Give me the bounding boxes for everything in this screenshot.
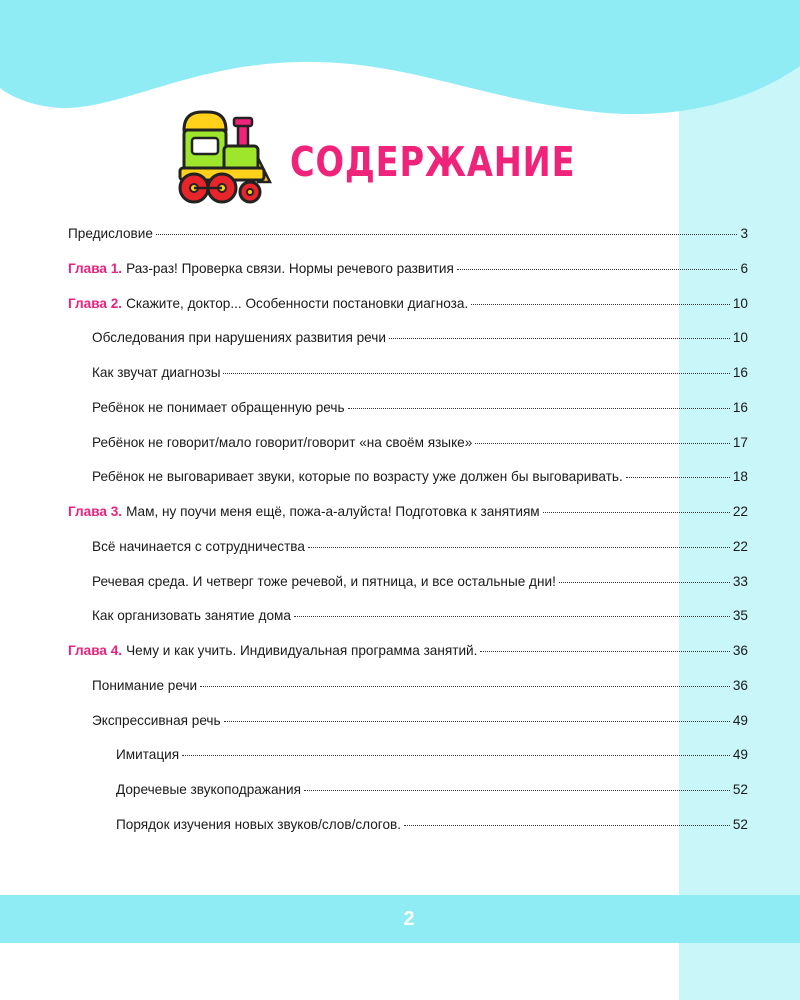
toc-entry-text: Чему и как учить. Индивидуальная программа занятий. bbox=[126, 643, 478, 658]
top-wave-decoration bbox=[0, 0, 800, 125]
table-of-contents bbox=[68, 226, 748, 852]
toc-page-number: 36 bbox=[732, 643, 748, 658]
toc-dot-leader bbox=[480, 651, 729, 652]
toc-section-entry bbox=[68, 747, 748, 782]
toc-page-number: 22 bbox=[732, 504, 748, 519]
toc-dot-leader bbox=[223, 373, 729, 374]
toc-entry-label bbox=[92, 365, 220, 380]
page-title: СОДЕРЖАНИЕ bbox=[290, 138, 576, 186]
toc-dot-leader bbox=[404, 825, 730, 826]
toc-page-number: 52 bbox=[732, 816, 748, 832]
toc-dot-leader bbox=[156, 234, 738, 235]
toc-entry-label bbox=[68, 643, 477, 658]
toc-entry-label bbox=[92, 435, 472, 450]
toc-page-number: 49 bbox=[732, 747, 748, 763]
toc-section-entry bbox=[68, 435, 748, 470]
toc-section-entry bbox=[68, 330, 748, 365]
toc-section-entry bbox=[68, 400, 748, 435]
toc-entry-text: Имитация bbox=[116, 747, 180, 763]
toc-dot-leader bbox=[471, 304, 730, 305]
toc-entry-text: Экспрессивная речь bbox=[92, 712, 221, 728]
toc-entry-text: Всё начинается с сотрудничества bbox=[92, 538, 305, 554]
page-number: 2 bbox=[403, 908, 415, 930]
toc-section-entry bbox=[68, 713, 748, 748]
toc-entry-text: Обследования при нарушениях развития речи bbox=[92, 330, 386, 346]
toc-page-number: 6 bbox=[740, 260, 748, 276]
toc-page-number: 10 bbox=[732, 330, 748, 346]
toc-entry-label bbox=[92, 678, 197, 693]
toc-chapter-entry bbox=[68, 296, 748, 331]
toc-dot-leader bbox=[308, 547, 730, 548]
toc-section-entry bbox=[68, 539, 748, 574]
toc-chapter-entry bbox=[68, 226, 748, 261]
toc-entry-label bbox=[68, 226, 153, 241]
toc-dot-leader bbox=[304, 790, 730, 791]
toc-dot-leader bbox=[457, 269, 738, 270]
toc-entry-text: Предисловие bbox=[68, 226, 153, 241]
toc-entry-label bbox=[92, 574, 556, 589]
toc-entry-text: Порядок изучения новых звуков/слов/слогов. bbox=[116, 816, 402, 832]
toc-entry-label bbox=[92, 330, 386, 345]
toc-page-number: 17 bbox=[732, 434, 748, 450]
toc-section-entry bbox=[68, 365, 748, 400]
toc-entry-text: Раз-раз! Проверка связи. Нормы речевого развития bbox=[126, 260, 454, 276]
toc-entry-label bbox=[116, 747, 179, 762]
toc-chapter-entry bbox=[68, 643, 748, 678]
toc-entry-text: Как звучат диагнозы bbox=[92, 365, 221, 380]
toc-entry-text: Речевая среда. И четверг тоже речевой, и пятница, и все остальные дни! bbox=[92, 573, 556, 589]
train-icon bbox=[174, 108, 274, 218]
toc-page-number: 3 bbox=[740, 226, 748, 241]
toc-page-number: 33 bbox=[732, 573, 748, 589]
toc-chapter-prefix: Глава 1. bbox=[68, 260, 123, 276]
toc-entry-label bbox=[68, 296, 468, 311]
toc-entry-label bbox=[92, 608, 291, 623]
toc-page-number: 16 bbox=[732, 365, 748, 380]
toc-entry-label bbox=[68, 504, 540, 519]
toc-chapter-prefix: Глава 3. bbox=[68, 504, 123, 519]
toc-page-number: 22 bbox=[732, 538, 748, 554]
toc-entry-text: Как организовать занятие дома bbox=[92, 608, 291, 624]
toc-page-number: 36 bbox=[732, 677, 748, 693]
toc-section-entry bbox=[68, 678, 748, 713]
toc-section-entry bbox=[68, 608, 748, 643]
toc-entry-text: Мам, ну поучи меня ещё, пожа-а-алуйста! Подготовка к занятиям bbox=[126, 504, 540, 519]
toc-entry-text: Ребёнок не говорит/мало говорит/говорит «на своём языке» bbox=[92, 434, 473, 450]
toc-chapter-prefix: Глава 4. bbox=[68, 643, 123, 658]
toc-entry-text: Ребёнок не выговаривает звуки, которые по возрасту уже должен бы выговаривать. bbox=[92, 469, 623, 485]
toc-page-number: 10 bbox=[732, 295, 748, 311]
toc-entry-label bbox=[116, 782, 301, 797]
toc-page-number: 16 bbox=[732, 399, 748, 415]
toc-page-number: 49 bbox=[732, 712, 748, 728]
toc-dot-leader bbox=[543, 512, 730, 513]
toc-entry-label bbox=[92, 469, 623, 484]
toc-dot-leader bbox=[182, 755, 730, 756]
toc-entry-text: Доречевые звукоподражания bbox=[116, 782, 301, 797]
toc-dot-leader bbox=[559, 582, 730, 583]
toc-entry-label bbox=[68, 261, 454, 276]
toc-entry-label bbox=[116, 817, 401, 832]
toc-dot-leader bbox=[475, 443, 730, 444]
toc-chapter-entry bbox=[68, 261, 748, 296]
toc-page-number: 52 bbox=[732, 782, 748, 797]
toc-dot-leader bbox=[626, 477, 730, 478]
toc-entry-label bbox=[92, 539, 305, 554]
toc-page-number: 18 bbox=[732, 469, 748, 485]
toc-page-number: 35 bbox=[732, 608, 748, 624]
toc-entry-text: Понимание речи bbox=[92, 677, 198, 693]
toc-entry-text: Ребёнок не понимает обращенную речь bbox=[92, 399, 345, 415]
toc-dot-leader bbox=[200, 686, 730, 687]
toc-dot-leader bbox=[348, 408, 730, 409]
toc-entry-text: Скажите, доктор... Особенности постановки диагноза. bbox=[126, 295, 469, 311]
toc-chapter-entry bbox=[68, 504, 748, 539]
toc-dot-leader bbox=[224, 721, 730, 722]
toc-dot-leader bbox=[294, 616, 730, 617]
toc-dot-leader bbox=[389, 338, 730, 339]
toc-section-entry bbox=[68, 469, 748, 504]
toc-entry-label bbox=[92, 713, 221, 728]
toc-section-entry bbox=[68, 817, 748, 852]
toc-section-entry bbox=[68, 782, 748, 817]
toc-entry-label bbox=[92, 400, 345, 415]
toc-chapter-prefix: Глава 2. bbox=[68, 295, 123, 311]
toc-section-entry bbox=[68, 574, 748, 609]
